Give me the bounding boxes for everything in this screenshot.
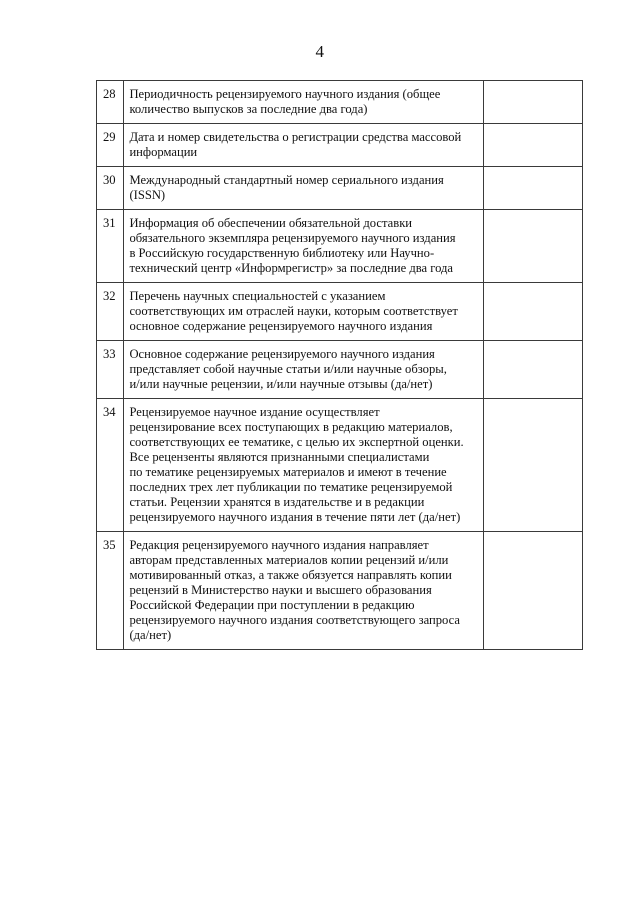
table-row [97,124,583,167]
row-description-text: Перечень научных специальностей с указанием соответствующих им отраслей науки, которым соответствует основное содержание рецензируемого научного издания [129,289,458,333]
table-row [97,81,583,124]
row-number: 30 [97,167,124,210]
row-value-cell[interactable] [484,210,583,283]
row-description-text: Рецензируемое научное издание осуществляет рецензирование всех поступающих в редакцию материалов, соответствующих ее тематике, с целью их экспертной оценки. Все рецензенты являются признанными специалистами по тематике рецензируемых материалов и имеют в течение последних трех лет публикации по тематике рецензируемой статьи. Рецензии хранятся в издательстве и в редакции рецензируемого научного издания в течение пяти лет (да/нет) [129,405,464,524]
table-row [97,341,583,399]
table-row [97,532,583,650]
table-row [97,283,583,341]
row-description-text: Редакция рецензируемого научного издания направляет авторам представленных материалов копии рецензий и/или мотивированный отказ, а также обязуется направлять копии рецензий в Министерство науки и высшего образования Российской Федерации при поступлении в редакцию рецензируемого научного издания соответствующего запроса (да/нет) [129,538,460,642]
row-description [124,532,484,650]
row-description [124,341,484,399]
row-number: 34 [97,399,124,532]
row-value-cell[interactable] [484,399,583,532]
row-description-text: Дата и номер свидетельства о регистрации средства массовой информации [129,130,462,159]
row-description [124,167,484,210]
page-number: 4 [315,42,325,61]
row-number: 35 [97,532,124,650]
row-number: 32 [97,283,124,341]
row-description-text: Информация об обеспечении обязательной доставки обязательного экземпляра рецензируемого научного издания в Российскую государственную библиотеку или Научно- технический центр «Информрегистр» за последние два года [129,216,456,275]
row-description [124,124,484,167]
row-number: 29 [97,124,124,167]
row-number: 28 [97,81,124,124]
table-row [97,210,583,283]
row-value-cell[interactable] [484,532,583,650]
row-number: 31 [97,210,124,283]
row-description [124,210,484,283]
row-description [124,283,484,341]
table-row [97,167,583,210]
form-table [96,80,583,650]
row-description-text: Международный стандартный номер сериального издания (ISSN) [129,173,444,202]
row-value-cell[interactable] [484,341,583,399]
row-description [124,399,484,532]
row-number: 33 [97,341,124,399]
row-value-cell[interactable] [484,124,583,167]
row-value-cell[interactable] [484,167,583,210]
row-description [124,81,484,124]
table-row [97,399,583,532]
row-value-cell[interactable] [484,283,583,341]
row-value-cell[interactable] [484,81,583,124]
row-description-text: Основное содержание рецензируемого научного издания представляет собой научные статьи и/или научные обзоры, и/или научные рецензии, и/или научные отзывы (да/нет) [129,347,447,391]
row-description-text: Периодичность рецензируемого научного издания (общее количество выпусков за последние два года) [129,87,441,116]
